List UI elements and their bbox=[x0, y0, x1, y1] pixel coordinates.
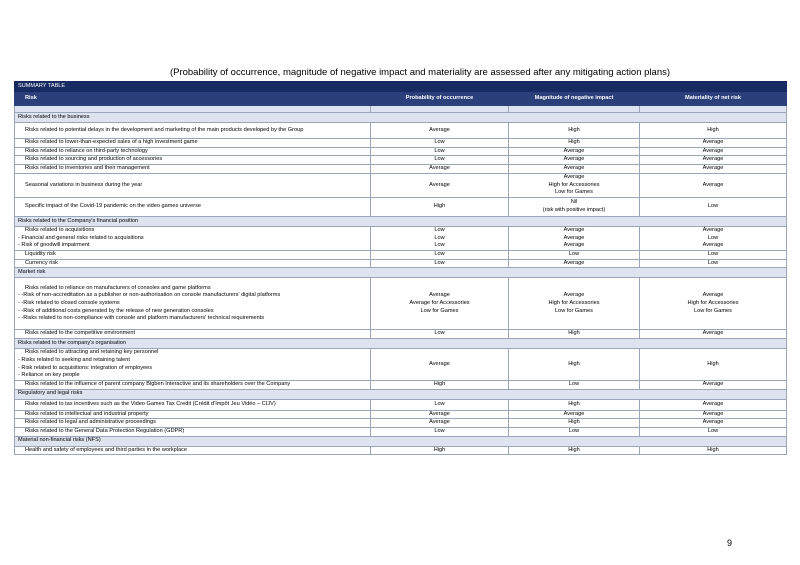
materiality-cell: Average bbox=[640, 419, 787, 428]
materiality-cell bbox=[640, 278, 787, 330]
magnitude-cell: High bbox=[509, 446, 640, 455]
table-row bbox=[15, 399, 787, 410]
materiality-cell: Average bbox=[640, 410, 787, 419]
magnitude-line: Low for Games bbox=[555, 189, 593, 196]
magnitude-cell: Average bbox=[509, 410, 640, 419]
materiality-line: Low bbox=[707, 234, 719, 241]
table-row bbox=[15, 446, 787, 455]
magnitude-cell: High bbox=[509, 139, 640, 148]
probability-cell: High bbox=[371, 197, 509, 216]
risk-cell: Risks related to inventories and their management bbox=[15, 165, 371, 174]
probability-cell: High bbox=[371, 380, 509, 389]
risk-line: - -Risk of non-accreditation as a publisher or non-authorisation on console manufacturers' digital platforms bbox=[18, 292, 281, 299]
table-row bbox=[15, 147, 787, 156]
header-risk: Risk bbox=[15, 92, 371, 106]
materiality-line: Average bbox=[702, 242, 724, 249]
risk-cell: Health and safety of employees and third parties in the workplace bbox=[15, 446, 371, 455]
table-row bbox=[15, 428, 787, 437]
materiality-line: Average bbox=[702, 292, 724, 299]
probability-cell: Average bbox=[371, 410, 509, 419]
probability-line: Low for Games bbox=[420, 307, 459, 314]
table-row bbox=[15, 139, 787, 148]
materiality-cell: Average bbox=[640, 147, 787, 156]
probability-line: Low bbox=[434, 226, 445, 233]
section-row bbox=[15, 436, 787, 446]
table-row bbox=[15, 278, 787, 330]
risk-cell: Currency risk bbox=[15, 259, 371, 268]
risk-cell: Risks related to reliance on third-party technology bbox=[15, 147, 371, 156]
section-label: Risks related to the company's organisation bbox=[15, 339, 787, 349]
probability-cell: Average bbox=[371, 173, 509, 197]
section-row bbox=[15, 216, 787, 226]
materiality-cell: Average bbox=[640, 380, 787, 389]
risk-cell: Risks related to the General Data Protection Regulation (GDPR) bbox=[15, 428, 371, 437]
magnitude-cell: Low bbox=[509, 428, 640, 437]
risk-cell: Specific impact of the Covid-19 pandemic on the video games universe bbox=[15, 197, 371, 216]
risk-cell: Risks related to the influence of parent company Bigben Interactive and its shareholders over the Company bbox=[15, 380, 371, 389]
probability-cell: Low bbox=[371, 330, 509, 339]
probability-cell: Average bbox=[371, 419, 509, 428]
risk-cell: Risks related to sourcing and production of accessories bbox=[15, 156, 371, 165]
materiality-cell: High bbox=[640, 123, 787, 139]
magnitude-cell bbox=[509, 226, 640, 250]
summary-title: SUMMARY TABLE bbox=[15, 82, 371, 92]
section-label: Market risk bbox=[15, 268, 787, 278]
page-number: 9 bbox=[727, 538, 733, 548]
materiality-cell: Average bbox=[640, 399, 787, 410]
magnitude-cell bbox=[509, 197, 640, 216]
risk-cell: Risks related to tax incentives such as the Video Games Tax Credit (Crédit d'Impôt Jeu Vidéo – CIJV) bbox=[15, 399, 371, 410]
table-row bbox=[15, 251, 787, 260]
probability-cell bbox=[371, 278, 509, 330]
magnitude-cell: Average bbox=[509, 259, 640, 268]
section-label: Risks related to the business bbox=[15, 113, 787, 123]
materiality-cell: High bbox=[640, 446, 787, 455]
materiality-cell: Low bbox=[640, 251, 787, 260]
section-label: Risks related to the Company's financial position bbox=[15, 216, 787, 226]
probability-cell: High bbox=[371, 446, 509, 455]
magnitude-line: Average bbox=[563, 292, 585, 299]
risk-line: - Risk related to acquisitions: integration of employees bbox=[18, 364, 153, 371]
probability-cell: Average bbox=[371, 165, 509, 174]
risk-cell: Liquidity risk bbox=[15, 251, 371, 260]
magnitude-line: Nil bbox=[570, 199, 578, 206]
probability-cell: Average bbox=[371, 123, 509, 139]
risk-cell: Risks related to the competitive environment bbox=[15, 330, 371, 339]
section-label: Material non-financial risks (NFS) bbox=[15, 436, 787, 446]
risk-cell: Risks related to legal and administrative proceedings bbox=[15, 419, 371, 428]
risk-line: - Risks related to seeking and retaining talent bbox=[18, 356, 130, 363]
materiality-cell: Average bbox=[640, 173, 787, 197]
probability-cell: Low bbox=[371, 147, 509, 156]
table-row bbox=[15, 330, 787, 339]
table-row bbox=[15, 156, 787, 165]
magnitude-line: (risk with positive impact) bbox=[542, 206, 606, 213]
risk-line: - -Risk related to closed console systems bbox=[18, 300, 120, 307]
table-row bbox=[15, 123, 787, 139]
risk-line: - -Risks related to non-compliance with console and platform manufacturers' technical requirements bbox=[18, 315, 265, 322]
probability-cell: Low bbox=[371, 156, 509, 165]
table-row bbox=[15, 259, 787, 268]
probability-cell: Average bbox=[371, 349, 509, 381]
probability-cell: Low bbox=[371, 139, 509, 148]
section-label: Regulatory and legal risks bbox=[15, 389, 787, 399]
magnitude-cell: High bbox=[509, 399, 640, 410]
magnitude-cell bbox=[509, 278, 640, 330]
materiality-cell: Low bbox=[640, 259, 787, 268]
magnitude-line: Average bbox=[563, 242, 585, 249]
table-row bbox=[15, 419, 787, 428]
materiality-cell: Average bbox=[640, 165, 787, 174]
table-row bbox=[15, 349, 787, 381]
table-row bbox=[15, 165, 787, 174]
magnitude-cell: High bbox=[509, 123, 640, 139]
probability-cell: Low bbox=[371, 259, 509, 268]
risk-cell bbox=[15, 349, 371, 381]
risk-line: Risks related to reliance on manufacturers of consoles and game platforms bbox=[25, 284, 211, 291]
magnitude-cell: Average bbox=[509, 147, 640, 156]
materiality-cell: High bbox=[640, 349, 787, 381]
risk-cell: Seasonal variations in business during the year bbox=[15, 173, 371, 197]
section-row bbox=[15, 268, 787, 278]
materiality-cell: Low bbox=[640, 428, 787, 437]
probability-line: Average for Accessories bbox=[409, 300, 470, 307]
probability-cell: Low bbox=[371, 428, 509, 437]
materiality-line: High for Accessories bbox=[687, 300, 739, 307]
table-row bbox=[15, 173, 787, 197]
probability-line: Low bbox=[434, 234, 445, 241]
magnitude-line: Average bbox=[563, 234, 585, 241]
table-row bbox=[15, 226, 787, 250]
spacer-row bbox=[15, 106, 787, 113]
risk-line: - -Risk of additional costs generated by the release of new generation consoles bbox=[18, 307, 214, 314]
magnitude-line: Low for Games bbox=[555, 307, 593, 314]
risk-cell: Risks related to intellectual and industrial property bbox=[15, 410, 371, 419]
header-materiality: Materiality of net risk bbox=[640, 92, 787, 106]
section-row bbox=[15, 113, 787, 123]
probability-line: Average bbox=[429, 292, 450, 299]
risk-cell: Risks related to lower-than-expected sales of a high investment game bbox=[15, 139, 371, 148]
risk-line: Risks related to acquisitions bbox=[25, 226, 95, 233]
section-row bbox=[15, 339, 787, 349]
risk-line: - Reliance on key people bbox=[18, 372, 80, 379]
probability-cell bbox=[371, 226, 509, 250]
table-header-row bbox=[15, 92, 787, 106]
probability-cell: Low bbox=[371, 251, 509, 260]
risk-summary-table bbox=[14, 81, 787, 455]
risk-cell bbox=[15, 278, 371, 330]
magnitude-line: Average bbox=[563, 226, 585, 233]
risk-line: - Financial and general risks related to acquisitions bbox=[18, 234, 144, 241]
probability-cell: Low bbox=[371, 399, 509, 410]
magnitude-cell: Average bbox=[509, 156, 640, 165]
table-row bbox=[15, 410, 787, 419]
materiality-cell: Average bbox=[640, 139, 787, 148]
summary-title-row bbox=[15, 82, 787, 92]
table-row bbox=[15, 197, 787, 216]
magnitude-cell: Low bbox=[509, 380, 640, 389]
magnitude-cell: Average bbox=[509, 165, 640, 174]
materiality-cell: Average bbox=[640, 156, 787, 165]
materiality-cell bbox=[640, 226, 787, 250]
magnitude-line: High for Accessories bbox=[548, 181, 600, 188]
materiality-line: Low for Games bbox=[694, 307, 732, 314]
table-caption: (Probability of occurrence, magnitude of negative impact and materiality are assessed after any mitigating action plans) bbox=[169, 67, 671, 78]
header-probability: Probability of occurrence bbox=[371, 92, 509, 106]
table-row bbox=[15, 380, 787, 389]
magnitude-cell: Low bbox=[509, 251, 640, 260]
magnitude-cell: High bbox=[509, 419, 640, 428]
risk-line: Risks related to attracting and retaining key personnel bbox=[25, 349, 159, 356]
section-row bbox=[15, 389, 787, 399]
magnitude-cell bbox=[509, 173, 640, 197]
materiality-cell: Average bbox=[640, 330, 787, 339]
risk-line: - Risk of goodwill impairment bbox=[18, 242, 90, 249]
risk-cell: Risks related to potential delays in the development and marketing of the main products developed by the Group bbox=[15, 123, 371, 139]
materiality-cell: Low bbox=[640, 197, 787, 216]
magnitude-line: High for Accessories bbox=[548, 300, 600, 307]
magnitude-line: Average bbox=[563, 173, 585, 180]
header-magnitude: Magnitude of negative impact bbox=[509, 92, 640, 106]
magnitude-cell: High bbox=[509, 349, 640, 381]
risk-cell bbox=[15, 226, 371, 250]
materiality-line: Average bbox=[702, 226, 724, 233]
probability-line: Low bbox=[434, 242, 445, 249]
magnitude-cell: High bbox=[509, 330, 640, 339]
